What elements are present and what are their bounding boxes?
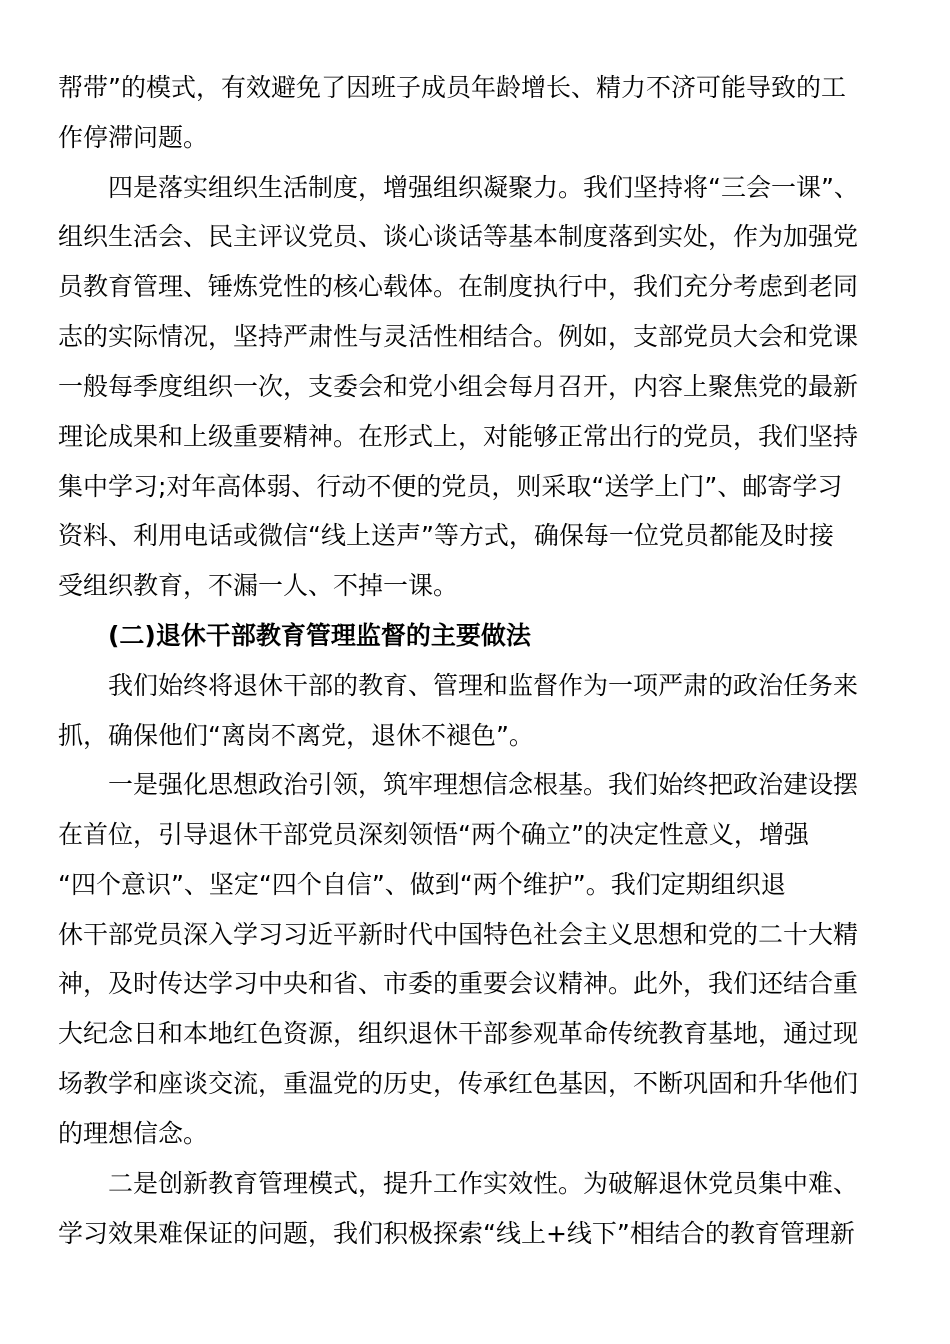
text-line: 休干部党员深入学习习近平新时代中国特色社会主义思想和党的二十大精 (58, 920, 859, 949)
section-heading: (二)退休干部教育管理监督的主要做法 (108, 621, 531, 650)
text-line: 理论成果和上级重要精神。在形式上，对能够正常出行的党员，我们坚持 (58, 422, 859, 451)
text-line: 二是创新教育管理模式，提升工作实效性。为破解退休党员集中难、 (108, 1169, 859, 1198)
text-line: 受组织教育，不漏一人、不掉一课。 (58, 571, 459, 600)
text-line: “四个意识”、坚定“四个自信”、做到“两个维护”。我们定期组织退 (58, 870, 786, 899)
text-line: 大纪念日和本地红色资源，组织退休干部参观革命传统教育基地，通过现 (58, 1019, 859, 1048)
text-line: 学习效果难保证的问题，我们积极探索“线上+线下”相结合的教育管理新 (58, 1219, 855, 1248)
text-line: 集中学习;对年高体弱、行动不便的党员，则采取“送学上门”、邮寄学习 (58, 472, 843, 501)
text-line: 神，及时传达学习中央和省、市委的重要会议精神。此外，我们还结合重 (58, 969, 859, 998)
text-line: 志的实际情况，坚持严肃性与灵活性相结合。例如，支部党员大会和党课 (58, 322, 859, 351)
text-line: 四是落实组织生活制度，增强组织凝聚力。我们坚持将“三会一课”、 (108, 173, 859, 202)
text-line: 资料、利用电话或微信“线上送声”等方式，确保每一位党员都能及时接 (58, 521, 834, 550)
text-line: 帮带”的模式，有效避免了因班子成员年龄增长、精力不济可能导致的工 (58, 73, 846, 102)
text-line: 在首位，引导退休干部党员深刻领悟“两个确立”的决定性意义，增强 (58, 820, 809, 849)
text-line: 员教育管理、锤炼党性的核心载体。在制度执行中，我们充分考虑到老同 (58, 272, 859, 301)
text-line: 组织生活会、民主评议党员、谈心谈话等基本制度落到实处，作为加强党 (58, 222, 859, 251)
text-line: 抓，确保他们“离岗不离党，退休不褪色”。 (58, 721, 534, 750)
text-line: 的理想信念。 (58, 1119, 209, 1148)
text-line: 场教学和座谈交流，重温党的历史，传承红色基因，不断巩固和升华他们 (58, 1069, 859, 1098)
text-line: 一般每季度组织一次，支委会和党小组会每月召开，内容上聚焦党的最新 (58, 372, 859, 401)
text-line: 我们始终将退休干部的教育、管理和监督作为一项严肃的政治任务来 (108, 671, 859, 700)
text-line: 一是强化思想政治引领，筑牢理想信念根基。我们始终把政治建设摆 (108, 770, 859, 799)
text-line: 作停滞问题。 (58, 123, 209, 152)
